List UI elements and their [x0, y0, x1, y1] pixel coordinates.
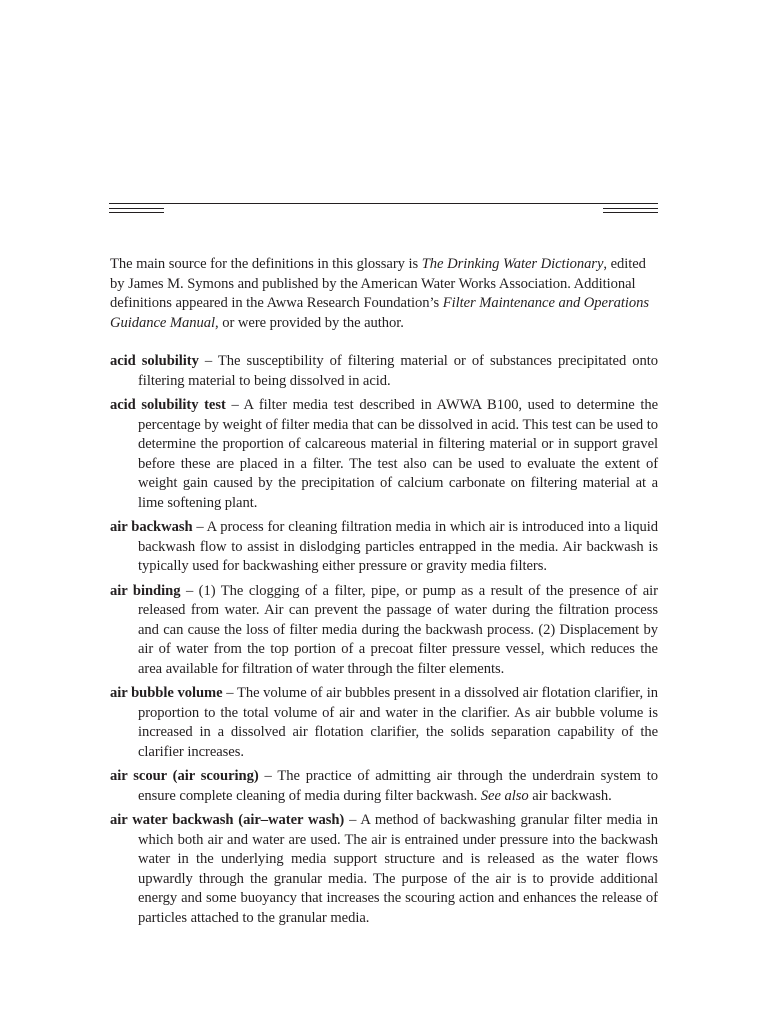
header-rule-right-short-line	[603, 212, 658, 213]
glossary-entry	[110, 396, 658, 513]
header-rule-main-line	[109, 203, 658, 204]
glossary-entry	[110, 582, 658, 680]
glossary-term: air binding	[110, 582, 181, 599]
glossary-term: acid solubility test	[110, 397, 226, 413]
glossary-intro-paragraph	[110, 255, 658, 333]
see-also-target: air backwash.	[528, 787, 612, 804]
glossary-definition: – The practice of admitting air through the underdrain system to ensure complete cleaning of media during filter backwash.	[138, 768, 658, 804]
glossary-term: air water backwash (air–water wash)	[110, 812, 345, 828]
glossary-definition: – A filter media test described in AWWA B100, used to determine the percentage by weight of filter media that can be dissolved in acid. This test can be used to determine the proportion of calcareous material in filtering material or in support gravel before these are placed in a filter. The test also can be used to evaluate the extent of weight gain caused by the precipitation of calcium carbonate on filtering material at a lime softening plant.	[138, 397, 658, 511]
header-rule-left-short-line	[109, 208, 164, 209]
header-rule-right-short-line	[603, 208, 658, 209]
intro-text: , or were provided by the author.	[215, 314, 404, 331]
glossary-entry	[110, 811, 658, 928]
see-also-label: See also	[480, 787, 529, 804]
manual-title: Filter Maintenance and Operations Guidance Manual	[110, 295, 649, 331]
header-rule-left-short-line	[109, 212, 164, 213]
glossary-term: air bubble volume	[110, 685, 223, 701]
glossary-body	[110, 255, 658, 933]
glossary-definition: – A process for cleaning filtration media in which air is introduced into a liquid backwash flow to assist in dislodging particles entrapped in the media. Air backwash is typically used for backwashing either pressure or gravity media filters.	[138, 519, 658, 574]
glossary-entry	[110, 518, 658, 577]
header-rule	[109, 203, 658, 213]
intro-text: , edited by James M. Symons and published by the American Water Works Association. Additional definitions appeared in the Awwa Research Foundation’s	[110, 256, 646, 311]
glossary-entry	[110, 684, 658, 762]
intro-text: The main source for the definitions in this glossary is	[110, 256, 422, 272]
glossary-definition: – The susceptibility of filtering material or of substances precipitated onto filtering material to being dissolved in acid.	[138, 353, 658, 389]
glossary-definition: – A method of backwashing granular filter media in which both air and water are used. The air is entrained under pressure into the backwash water in the underlying media support structure and is released as the water flows upwardly through the granular media. The purpose of the air is to provide additional energy and some buoyancy that increases the scouring action and enhances the release of particles attached to the granular media.	[138, 812, 658, 926]
glossary-term: air backwash	[110, 519, 193, 535]
source-book-title: The Drinking Water Dictionary	[421, 256, 604, 272]
glossary-entry	[110, 352, 658, 391]
glossary-entry	[110, 767, 658, 806]
glossary-term: acid solubility	[110, 353, 199, 369]
glossary-term: air scour (air scouring)	[110, 768, 259, 784]
glossary-definition: – (1) The clogging of a filter, pipe, or pump as a result of the presence of air released from water. Air can prevent the passage of water during the filtration process and can cause the loss of filter media during the backwash process. (2) Displacement by air of water from the top portion of a precoat filter pressure vessel, which reduces the area available for filtration of water through the filter elements.	[138, 582, 658, 677]
glossary-definition: – The volume of air bubbles present in a dissolved air flotation clarifier, in proportion to the total volume of air and water in the clarifier. As air bubble volume is increased in a dissolved air flotation clarifier, the solids separation capability of the clarifier increases.	[138, 685, 658, 760]
